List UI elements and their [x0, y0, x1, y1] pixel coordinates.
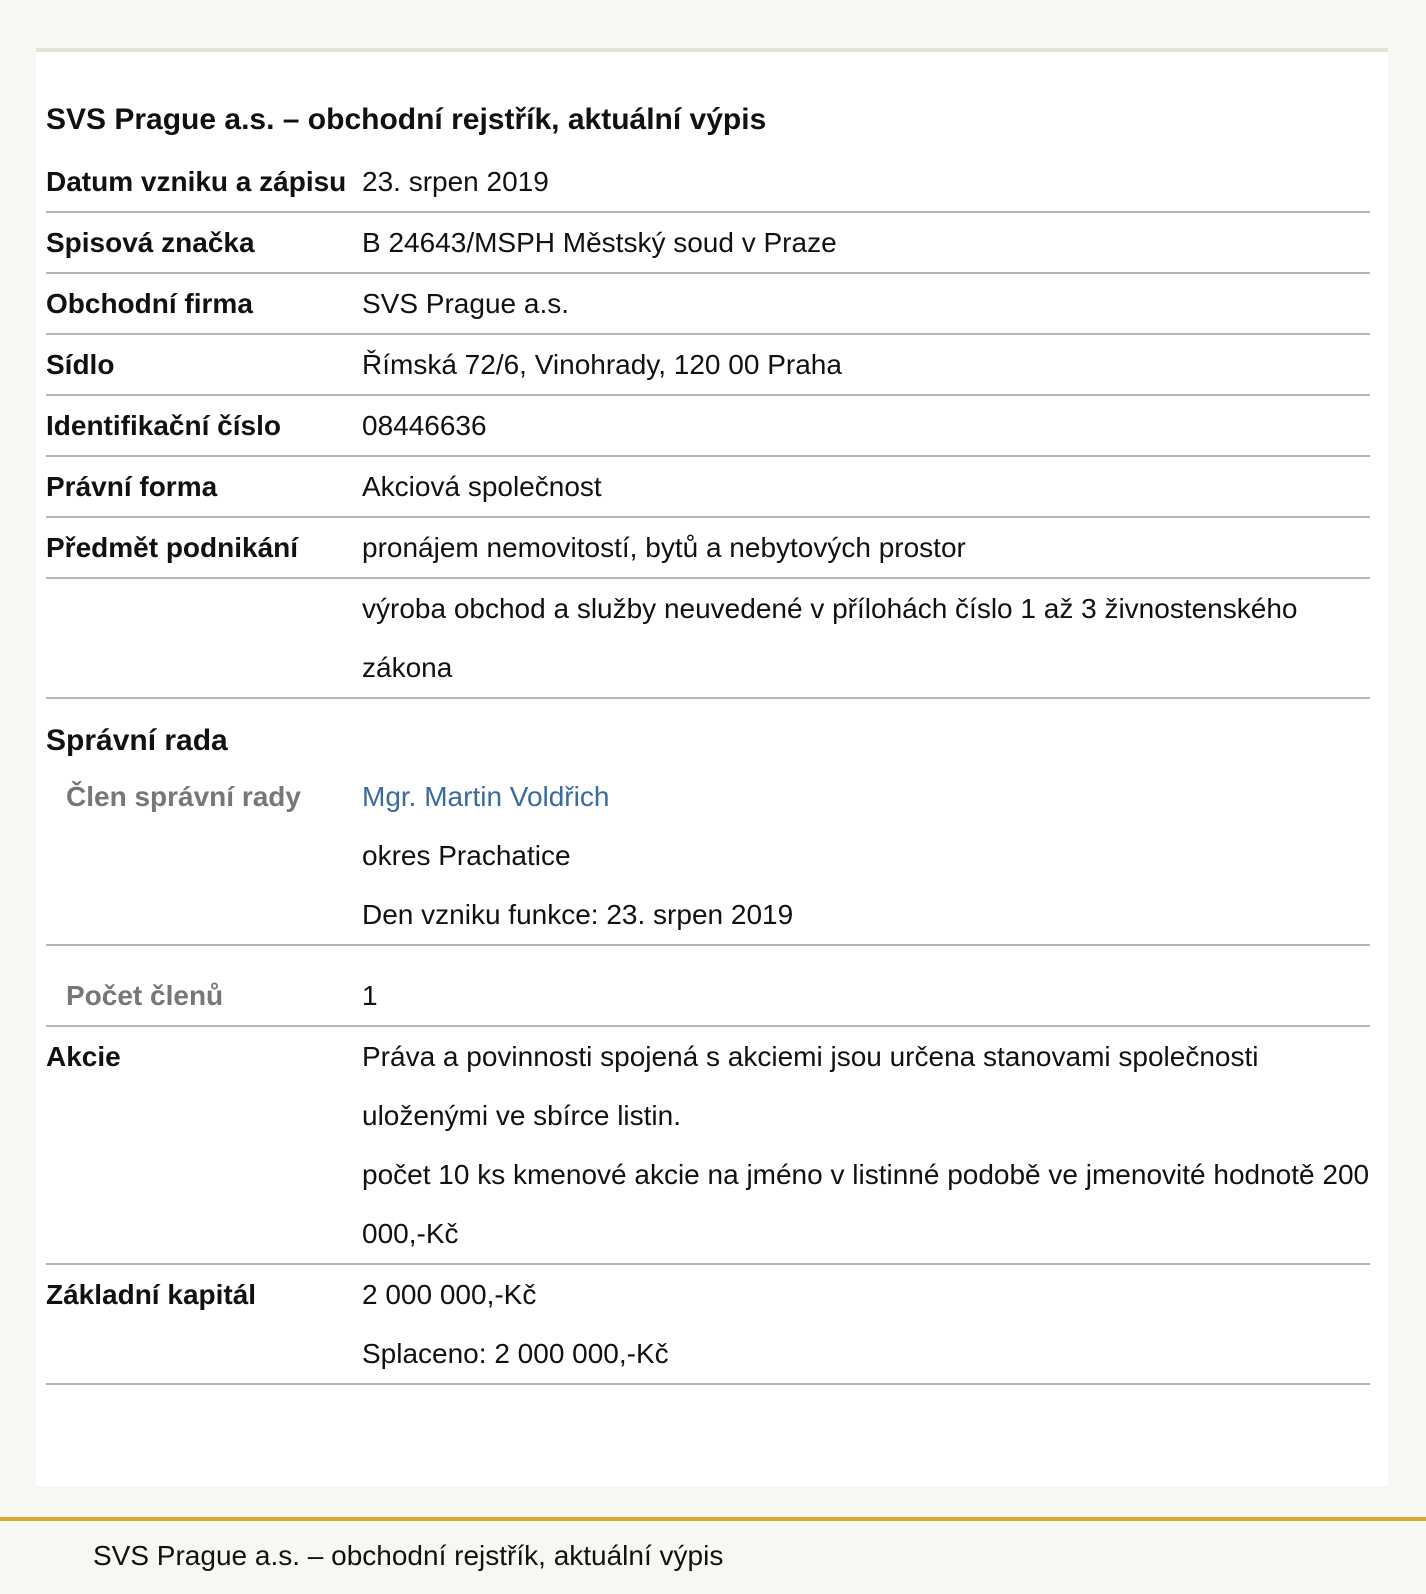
value-sidlo: Římská 72/6, Vinohrady, 120 00 Praha — [362, 349, 842, 380]
label-firma: Obchodní firma — [46, 288, 253, 319]
akcie-line-2: počet 10 ks kmenové akcie na jméno v listinné podobě ve jmenovité hodnotě 200 000,-Kč — [362, 1159, 1370, 1249]
label-kapital: Základní kapitál — [46, 1279, 257, 1310]
footer-text: SVS Prague a.s. – obchodní rejstřík, aktuální výpis — [93, 1540, 724, 1571]
value-predmet-2: výroba obchod a služby neuvedené v přílohách číslo 1 až 3 živnostenského zákona — [362, 593, 1298, 683]
value-akcie — [362, 1027, 1370, 1263]
member-since: Den vzniku funkce: 23. srpen 2019 — [362, 899, 794, 930]
row-predmet-1 — [46, 518, 1370, 579]
value-board-member — [362, 767, 1370, 944]
kapital-amount: 2 000 000,-Kč — [362, 1279, 537, 1310]
value-firma: SVS Prague a.s. — [362, 288, 570, 319]
value-spisova: B 24643/MSPH Městský soud v Praze — [362, 227, 837, 258]
registry-table — [46, 152, 1370, 1385]
row-datum — [46, 152, 1370, 213]
akcie-line-1: Práva a povinnosti spojená s akciemi jsou určena stanovami společnosti uloženými ve sbírce listin. — [362, 1041, 1259, 1131]
value-kapital — [362, 1265, 1370, 1383]
row-board-count — [46, 946, 1370, 1027]
row-spisova — [46, 213, 1370, 274]
row-kapital — [46, 1265, 1370, 1385]
section-heading-board: Správní rada — [46, 724, 228, 757]
member-district: okres Prachatice — [362, 840, 571, 871]
kapital-paid: Splaceno: 2 000 000,-Kč — [362, 1338, 669, 1369]
label-datum: Datum vzniku a zápisu — [46, 166, 347, 197]
label-spisova: Spisová značka — [46, 227, 255, 258]
row-board-member — [46, 767, 1370, 946]
value-board-count: 1 — [362, 980, 378, 1011]
row-ico — [46, 396, 1370, 457]
label-sidlo: Sídlo — [46, 349, 115, 380]
registry-card — [36, 48, 1388, 1486]
row-firma — [46, 274, 1370, 335]
footer-bar — [0, 1517, 1426, 1594]
page-title: SVS Prague a.s. – obchodní rejstřík, aktuální výpis — [46, 103, 767, 136]
value-ico: 08446636 — [362, 410, 487, 441]
label-forma: Právní forma — [46, 471, 218, 502]
value-predmet-1: pronájem nemovitostí, bytů a nebytových prostor — [362, 532, 966, 563]
label-predmet: Předmět podnikání — [46, 532, 299, 563]
row-akcie — [46, 1027, 1370, 1265]
row-sidlo — [46, 335, 1370, 396]
row-predmet-2 — [46, 579, 1370, 699]
row-forma — [46, 457, 1370, 518]
value-datum: 23. srpen 2019 — [362, 166, 549, 197]
label-board-count: Počet členů — [66, 980, 224, 1011]
label-akcie: Akcie — [46, 1041, 121, 1072]
label-ico: Identifikační číslo — [46, 410, 281, 441]
label-board-member: Člen správní rady — [66, 781, 301, 812]
value-forma: Akciová společnost — [362, 471, 602, 502]
label-empty — [46, 579, 362, 697]
member-name-link[interactable]: Mgr. Martin Voldřich — [362, 781, 610, 812]
